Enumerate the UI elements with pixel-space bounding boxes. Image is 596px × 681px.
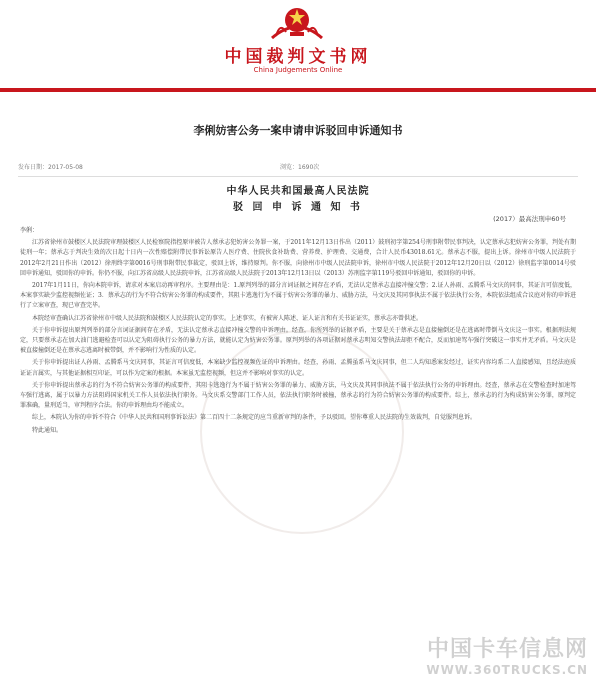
site-title[interactable]: 中国裁判文书网: [224, 47, 372, 67]
watermark-en: WWW.360TRUCKS.CN: [426, 663, 588, 677]
paragraph: 关于你申诉提出原判列举的部分言词证据间存在矛盾，无法认定蔡承志直接冲撞交警的申诉理由。经查，你所列举的证据矛盾，主要是关于蔡承志是直接撞倒还是在逃离时带倒马文庆这一事实。根据刑法规定，只要蔡承志在加大油门逃避检查可以认定为阻碍执行公务的暴力方法，就能认定为妨害公务罪。原判列举的各项证据对蔡承志明知交警执法却拒不配合，反而加速驾车强行突破这一事实并无矛盾。马文庆是被直接撞倒还是在蔡承志逃离时被带倒，并不影响行为性质的认定。: [20, 326, 576, 355]
publish-date: 发布日期：2017-05-08: [18, 164, 83, 171]
paragraph: 特此通知。: [32, 426, 63, 434]
header-divider: [0, 88, 596, 92]
case-number: (2017）最高法刑申60号: [493, 215, 566, 223]
site-subtitle: China Judgements Online: [253, 66, 343, 74]
paragraph: 2017年1月11日，你向本院申诉，请求对本案启动再审程序。主要理由是：1.原判列举的部分言词证据之间存在矛盾，无法认定蔡承志直接冲撞交警；2.证人孙雨、孟腾系马文庆的同事，其证言可信度低，本案事实缺少监控视频佐证；3．蔡承志的行为不符合妨害公务罪的构成要件，其阻卡逃逸行为不属于妨害公务罪的暴力、威胁方法，马文庆及其同事执法不属于依法执行公务，本院依法组成合议庭对你的申诉进行了立案审查，现已审查完毕。: [20, 282, 576, 310]
site-header: [0, 0, 596, 92]
notice-title: 驳 回 申 诉 通 知 书: [233, 202, 363, 213]
paragraph: 关于你申诉提出蔡承志的行为不符合妨害公务罪的构成要件，其阻卡逃逸行为不属于妨害公务罪的暴力、威胁方法，马文庆及其同事执法不属于依法执行公务的申诉理由。经查，蔡承志在交警检查时加速驾车强行逃离，属于以暴力方法阻碍国家机关工作人员依法执行职务。马文庆系交警部门工作人员，依法执行职务时被撞，蔡承志的行为符合妨害公务罪的构成要件。综上，蔡承志的行为构成妨害公务罪，原判定罪准确，量刑适当，审判程序合法。你的申诉理由均不能成立。: [20, 381, 576, 410]
paragraph: 综上，本院认为你的申诉不符合《中华人民共和国刑事诉讼法》第二百四十二条规定的应当重新审判的条件，予以驳回。望你尊重人民法院的生效裁判，自觉服判息诉。: [32, 414, 477, 422]
paragraph: 本院经审查确认江苏省徐州市中级人民法院和鼓楼区人民法院认定的事实。上述事实，有被害人陈述、证人证言和有关书证证实，蔡承志亦曾供述。: [32, 314, 423, 322]
court-emblem-icon: [268, 2, 326, 42]
document-title: 李俐妨害公务一案申请申诉驳回申诉通知书: [193, 124, 403, 137]
watermark-cn: 中国卡车信息网: [426, 637, 588, 662]
court-name: 中华人民共和国最高人民法院: [226, 186, 370, 197]
addressee: 李俐：: [20, 227, 39, 234]
paragraph: 关于你申诉提出证人孙雨、孟腾系马文庆同事，其证言可信度低，本案缺少监控视频佐证的申诉理由。经查，孙雨、孟腾虽系马文庆同事，但二人均知悉案发经过，证实内容均系二人直接感知，且经法庭质证证言属实，与其他证据相互印证，可以作为定案的根据。本案虽无监控视频，但这并不影响对事实的认定。: [20, 359, 576, 377]
view-count: 浏览：1690次: [280, 164, 320, 171]
document-body: [20, 226, 576, 438]
paragraph: 江苏省徐州市鼓楼区人民法院审理鼓楼区人民检察院指控原审被告人蔡承志犯妨害公务罪一案，于2011年12月13日作出（2011）鼓刑初字第254号刑事附带民事判决，认定蔡承志犯妨害公务罪，判处有期徒刑一年；蔡承志于判决生效的次日起十日内一次性赔偿附带民事诉讼原告人医疗费、住院伙食补助费、营养费、护理费、交通费，合计人民币43018.61元。蔡承志不服，提出上诉。徐州市中级人民法院于2012年2月21日作出（2012）徐刑终字第0016号刑事附带民事裁定，驳回上诉，维持原判。你不服，向徐州市中级人民法院申诉，徐州市中级人民法院于2012年12月20日以（2012）徐刑监字第0014号驳回申诉通知，驳回你的申诉。你仍不服，向江苏省高级人民法院申诉，江苏省高级人民法院于2013年12月13日以（2013）苏刑监字第119号驳回申诉通知，驳回你的申诉。: [20, 239, 576, 277]
site-watermark: [426, 632, 588, 677]
document-meta: [18, 162, 578, 177]
